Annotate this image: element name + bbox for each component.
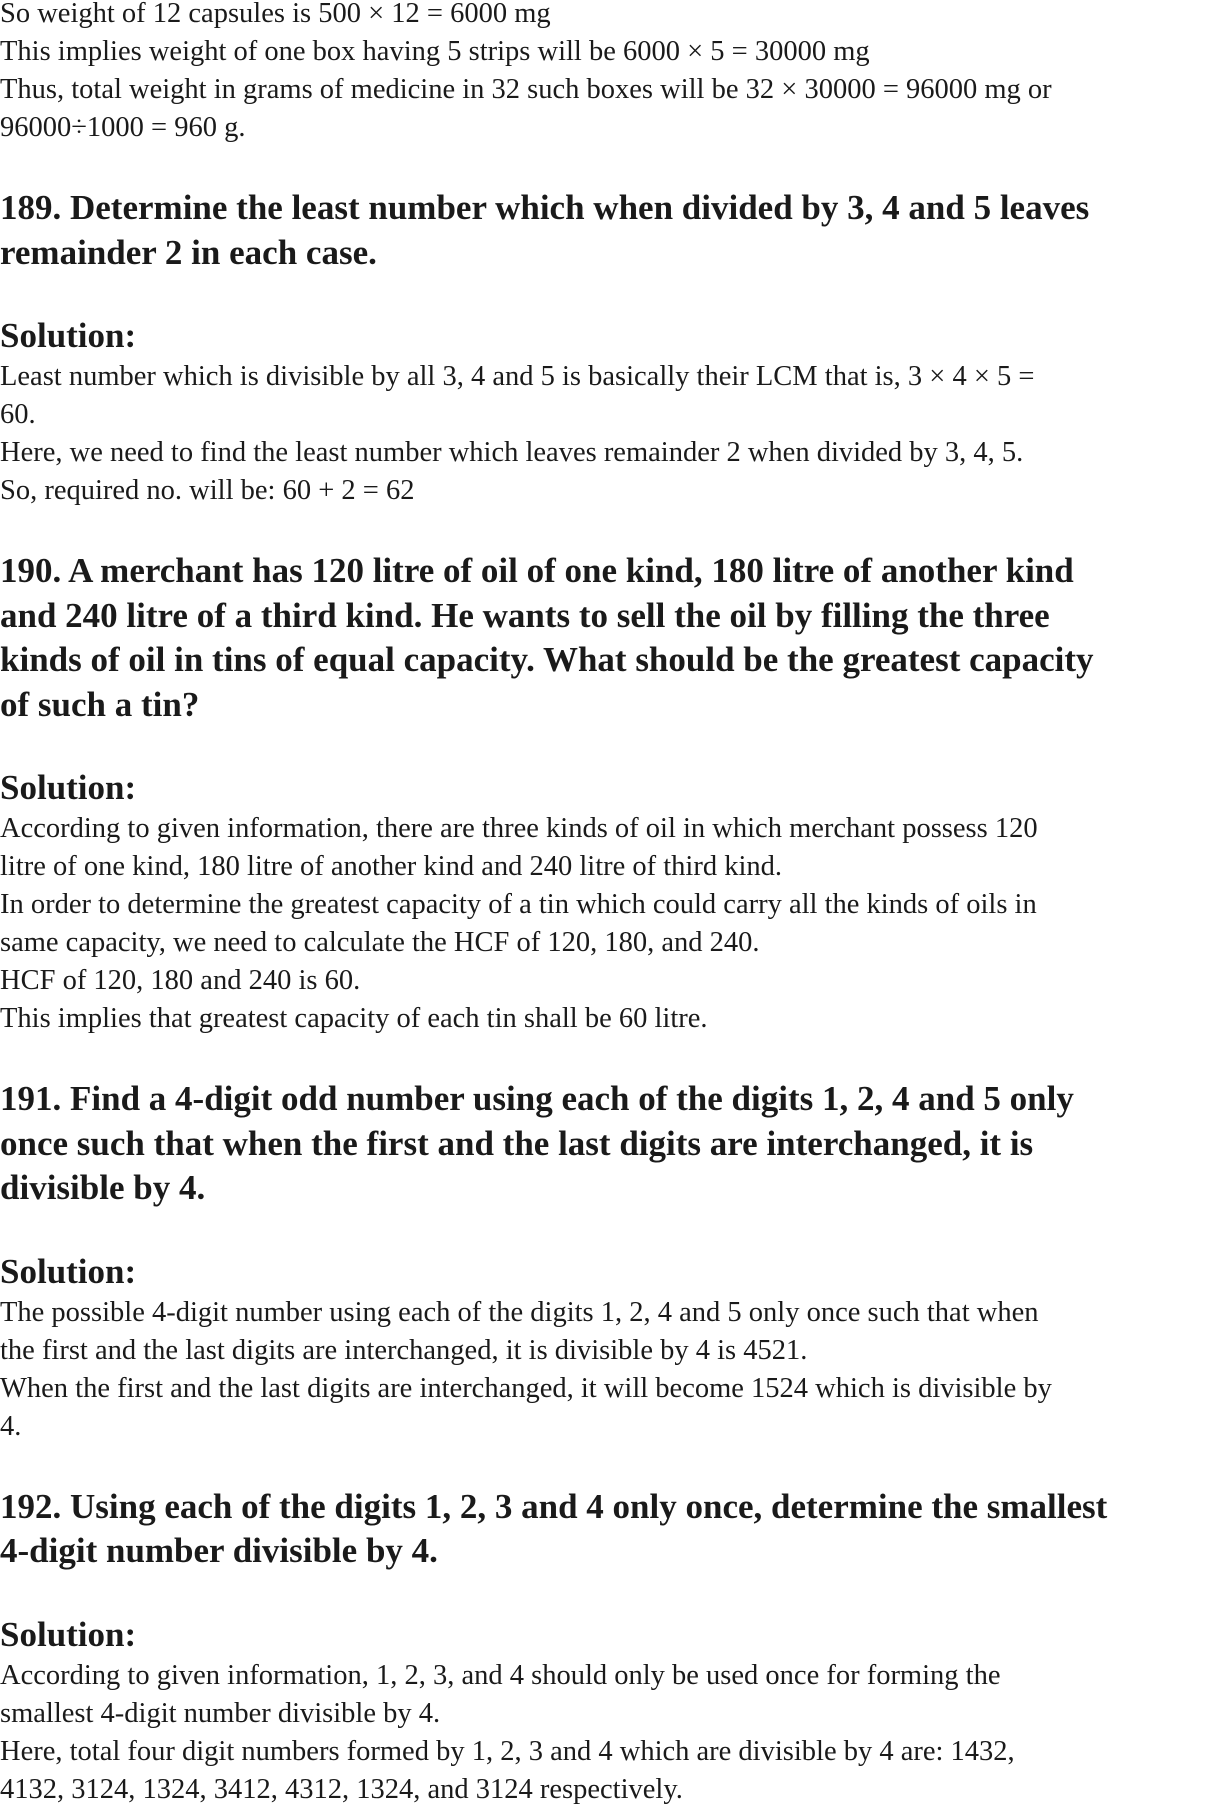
question-heading-line: 192. Using each of the digits 1, 2, 3 and 4 only once, determine the smallest	[0, 1486, 1108, 1526]
question-heading-line: 4-digit number divisible by 4.	[0, 1531, 438, 1570]
question-heading-line: of such a tin?	[0, 684, 200, 724]
question-heading-line: 190. A merchant has 120 litre of oil of one kind, 180 litre of another kind	[0, 551, 1074, 590]
question-heading-line: once such that when the first and the last digits are interchanged, it is	[0, 1123, 1034, 1163]
solution-text-line: litre of one kind, 180 litre of another kind and 240 litre of third kind.	[0, 851, 782, 882]
solution-label: Solution:	[0, 768, 137, 807]
solution-text-line: the first and the last digits are interchanged, it is divisible by 4 is 4521.	[0, 1334, 808, 1366]
question-heading-line: 189. Determine the least number which when divided by 3, 4 and 5 leaves	[0, 188, 1090, 227]
intro-text-line: So weight of 12 capsules is 500 × 12 = 6000 mg	[0, 0, 551, 29]
solution-text-line: In order to determine the greatest capacity of a tin which could carry all the kinds of oils in	[0, 889, 1037, 920]
question-heading-line: and 240 litre of a third kind. He wants to sell the oil by filling the three	[0, 595, 1050, 635]
solution-text-line: When the first and the last digits are interchanged, it will become 1524 which is divisible by	[0, 1372, 1052, 1404]
question-heading-line: remainder 2 in each case.	[0, 232, 377, 272]
solution-text-line: According to given information, there are three kinds of oil in which merchant possess 120	[0, 813, 1038, 844]
question-heading-line: kinds of oil in tins of equal capacity. What should be the greatest capacity	[0, 640, 1094, 679]
solution-text-line: The possible 4-digit number using each of the digits 1, 2, 4 and 5 only once such that when	[0, 1296, 1039, 1328]
intro-text-line: 96000÷1000 = 960 g.	[0, 112, 246, 143]
solution-label: Solution:	[0, 1251, 137, 1291]
solution-label: Solution:	[0, 316, 137, 355]
solution-text-line: So, required no. will be: 60 + 2 = 62	[0, 475, 415, 506]
solution-text-line: Here, we need to find the least number which leaves remainder 2 when divided by 3, 4, 5.	[0, 437, 1024, 468]
solution-text-line: 4.	[0, 1410, 22, 1442]
question-heading-line: divisible by 4.	[0, 1168, 206, 1207]
solution-text-line: This implies that greatest capacity of each tin shall be 60 litre.	[0, 1003, 708, 1034]
solution-text-line: 4132, 3124, 1324, 3412, 4312, 1324, and 3124 respectively.	[0, 1773, 683, 1805]
intro-text-line: This implies weight of one box having 5 strips will be 6000 × 5 = 30000 mg	[0, 36, 870, 67]
intro-text-line: Thus, total weight in grams of medicine in 32 such boxes will be 32 × 30000 = 96000 mg or	[0, 74, 1052, 105]
solution-text-line: 60.	[0, 399, 36, 430]
solution-text-line: According to given information, 1, 2, 3, and 4 should only be used once for forming the	[0, 1659, 1001, 1691]
question-heading-line: 191. Find a 4-digit odd number using each of the digits 1, 2, 4 and 5 only	[0, 1079, 1074, 1118]
solution-text-line: Here, total four digit numbers formed by 1, 2, 3 and 4 which are divisible by 4 are: 1432,	[0, 1735, 1015, 1767]
solution-text-line: Least number which is divisible by all 3, 4 and 5 is basically their LCM that is, 3 × 4 × 5 =	[0, 361, 1035, 392]
solution-label: Solution:	[0, 1614, 137, 1654]
solution-text-line: HCF of 120, 180 and 240 is 60.	[0, 965, 361, 996]
solution-text-line: smallest 4-digit number divisible by 4.	[0, 1697, 441, 1729]
solution-text-line: same capacity, we need to calculate the HCF of 120, 180, and 240.	[0, 927, 760, 958]
